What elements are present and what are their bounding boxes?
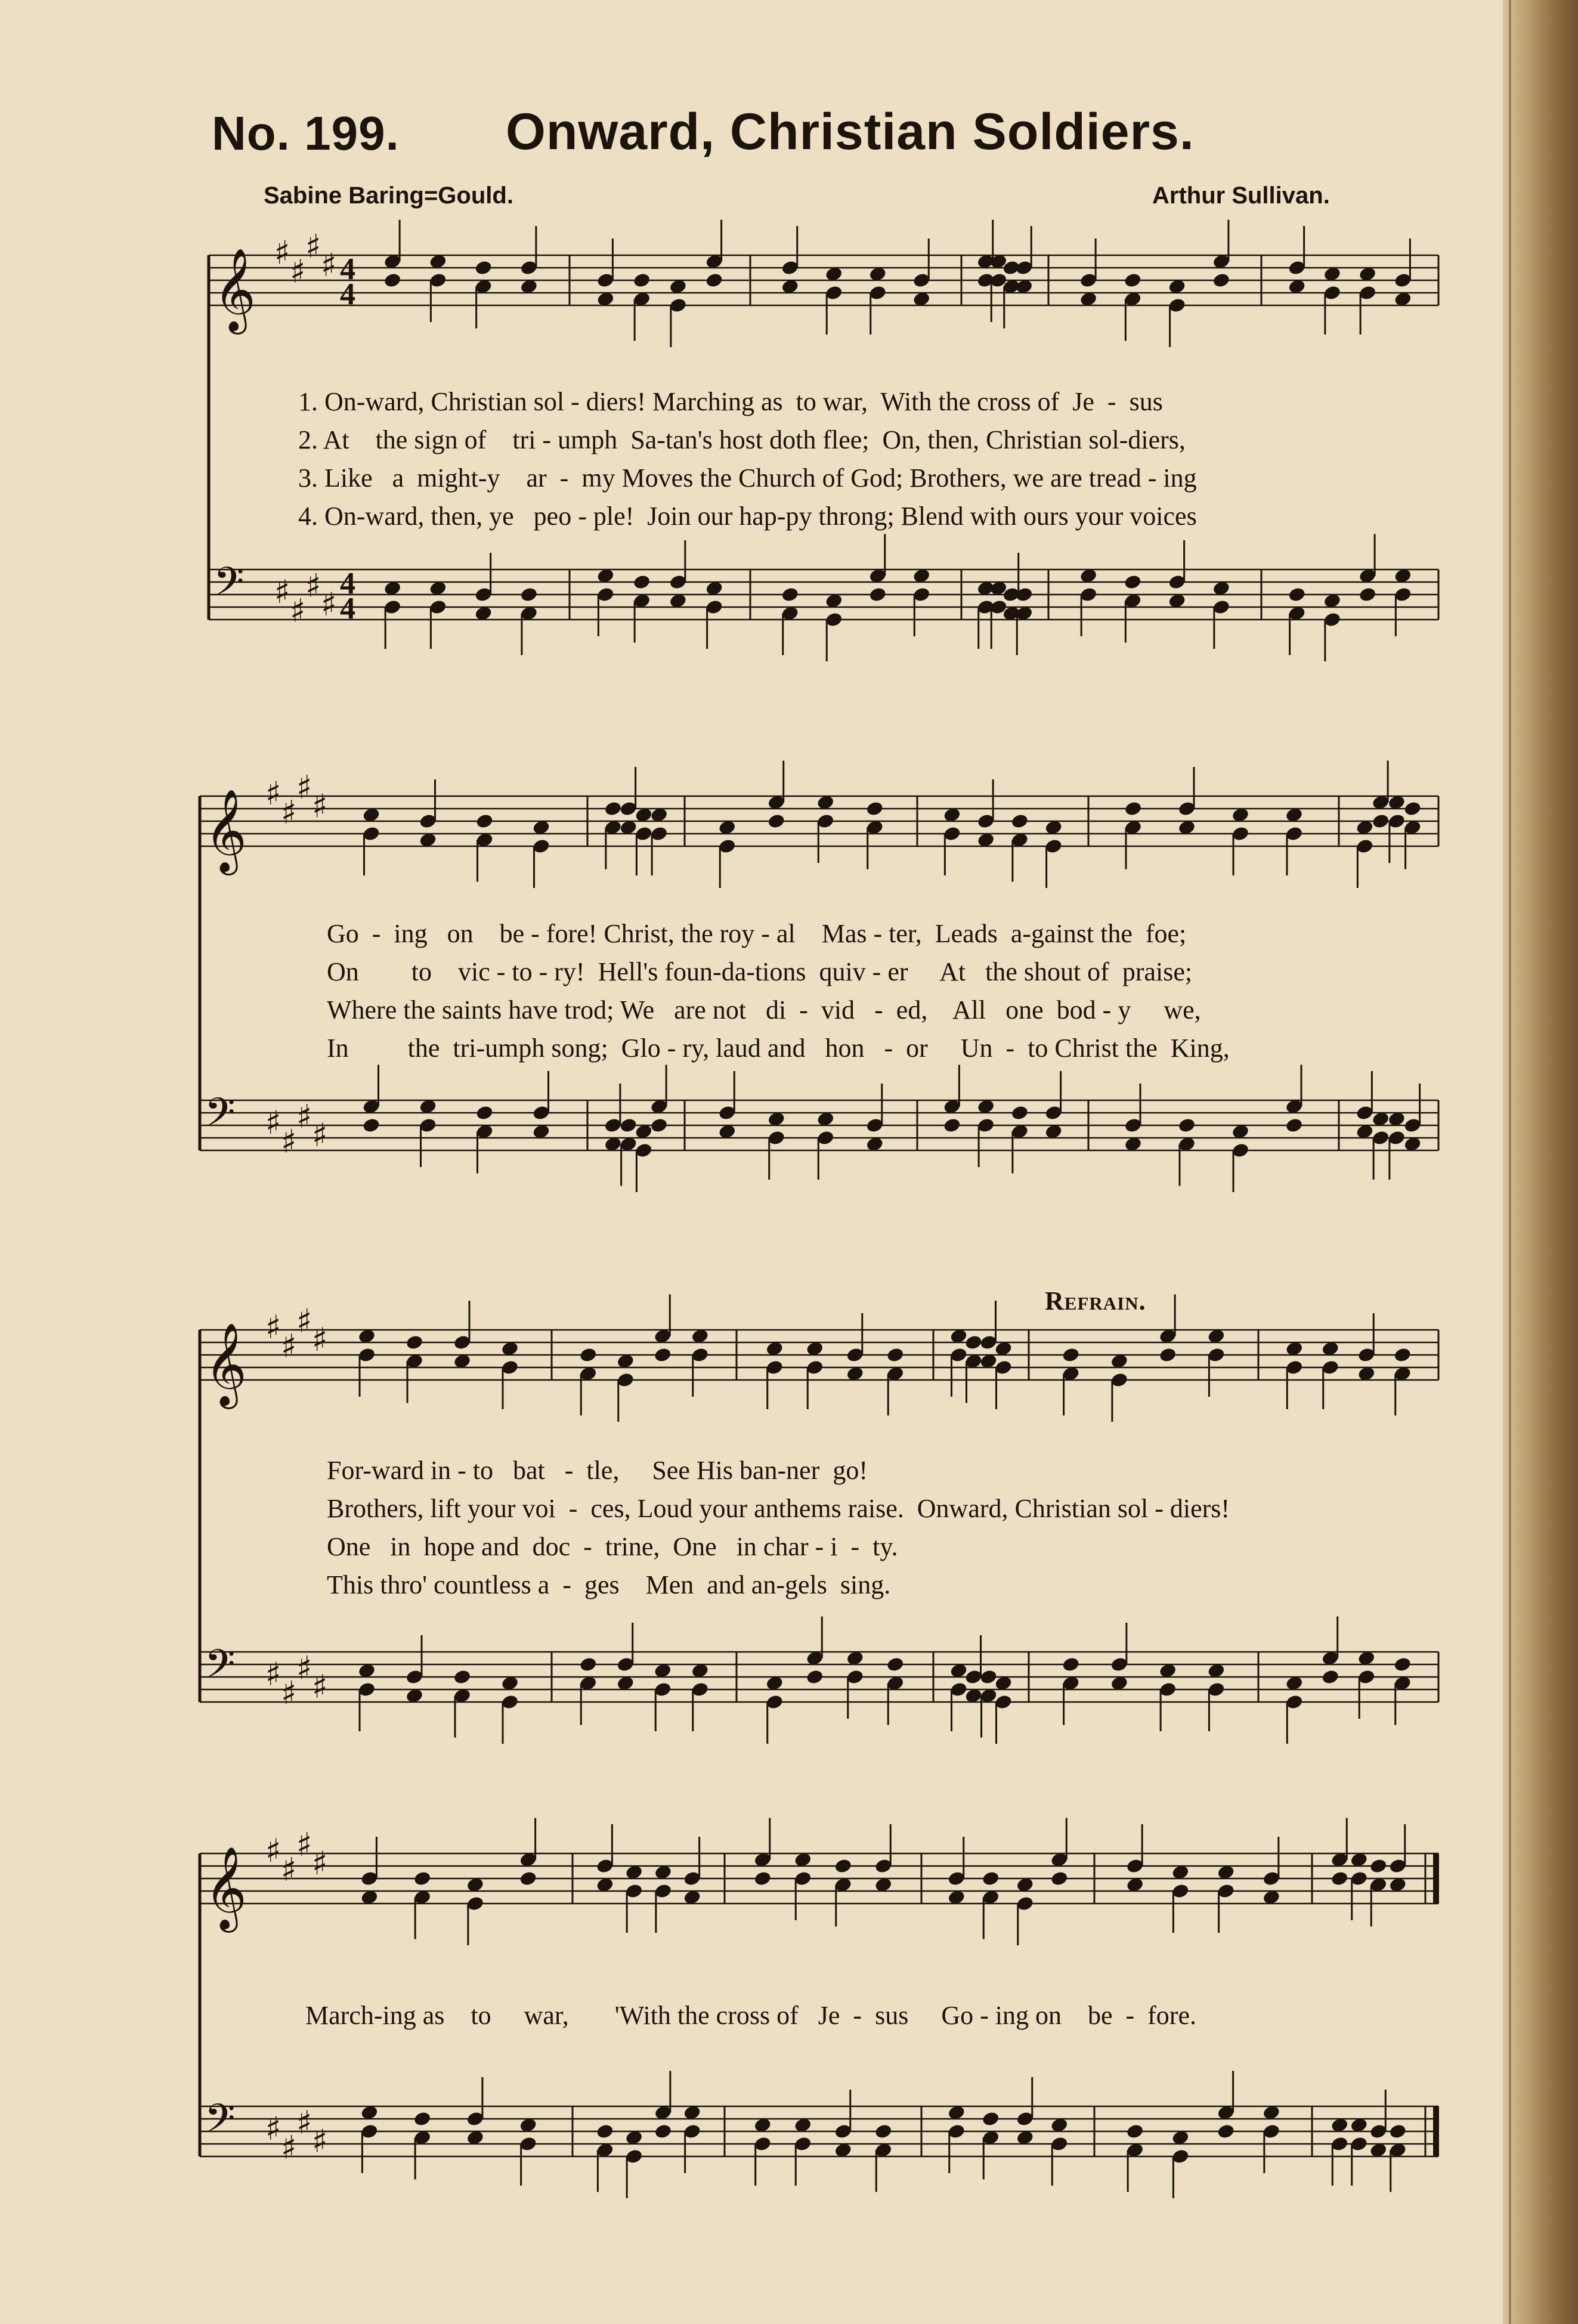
time-signature: 4 bbox=[340, 567, 355, 601]
note-head bbox=[1062, 1656, 1080, 1673]
note-head bbox=[886, 1347, 905, 1363]
hymn-number: No. 199. bbox=[212, 107, 400, 160]
note-head bbox=[519, 1870, 537, 1887]
note-head bbox=[982, 2111, 1000, 2127]
author-credit: Sabine Baring=Gould. bbox=[264, 182, 513, 209]
sharp-icon: ♯ bbox=[281, 1674, 297, 1712]
sharp-icon: ♯ bbox=[296, 1825, 312, 1864]
note-head bbox=[1403, 800, 1422, 817]
time-signature: 4 bbox=[340, 252, 355, 286]
sharp-icon: ♯ bbox=[312, 1668, 328, 1706]
note-head bbox=[705, 272, 723, 289]
lyric-line: On to vic - to - ry! Hell's foun-da-tions quiv - er At the shout of praise; bbox=[327, 957, 1193, 986]
note-head bbox=[865, 800, 884, 817]
lyric-line: Where the saints have trod; We are not di - vid - ed, All one bod - y we, bbox=[327, 995, 1201, 1025]
sharp-icon: ♯ bbox=[290, 592, 306, 630]
sharp-icon: ♯ bbox=[305, 567, 321, 605]
sharp-icon: ♯ bbox=[281, 1850, 297, 1889]
sharp-icon: ♯ bbox=[296, 1097, 312, 1135]
sharp-icon: ♯ bbox=[265, 1832, 281, 1870]
note-head bbox=[1217, 2123, 1235, 2140]
note-head bbox=[1288, 586, 1306, 603]
sharp-icon: ♯ bbox=[296, 2103, 312, 2142]
lyric-line: 1. On-ward, Christian sol - diers! Marching as to war, With the cross of Je - sus bbox=[298, 387, 1163, 416]
lyric-line: This thro' countless a - ges Men and an-gels sing. bbox=[327, 1570, 891, 1599]
sharp-icon: ♯ bbox=[312, 1116, 328, 1154]
bass-clef-icon: 𝄢 bbox=[205, 1090, 236, 1145]
note-head bbox=[979, 1669, 998, 1685]
sharp-icon: ♯ bbox=[274, 573, 290, 611]
lyric-line: Go - ing on be - fore! Christ, the roy - al Mas - ter, Leads a-gainst the foe; bbox=[327, 919, 1187, 948]
sharp-icon: ♯ bbox=[290, 252, 306, 290]
lyric-line: March-ing as to war, 'With the cross of Je - sus Go - ing on be - fore. bbox=[305, 2001, 1196, 2030]
note-head bbox=[475, 1104, 494, 1121]
sharp-icon: ♯ bbox=[312, 2122, 328, 2160]
note-head bbox=[654, 2123, 672, 2140]
note-head bbox=[474, 259, 493, 276]
note-head bbox=[1050, 1870, 1069, 1887]
treble-clef-icon: 𝄞 bbox=[205, 1323, 247, 1406]
sharp-icon: ♯ bbox=[281, 1122, 297, 1161]
note-head bbox=[1321, 1669, 1339, 1685]
note-head bbox=[413, 1870, 431, 1887]
note-head bbox=[806, 1669, 824, 1685]
note-head bbox=[405, 1334, 423, 1351]
sharp-icon: ♯ bbox=[265, 1655, 281, 1693]
note-head bbox=[413, 2111, 431, 2127]
note-head bbox=[453, 1669, 471, 1685]
treble-clef-icon: 𝄞 bbox=[214, 248, 256, 331]
note-head bbox=[1158, 1347, 1177, 1363]
note-head bbox=[1010, 813, 1029, 830]
note-head bbox=[1393, 1656, 1412, 1673]
note-head bbox=[1369, 1858, 1388, 1874]
note-head bbox=[767, 813, 785, 830]
sharp-icon: ♯ bbox=[305, 227, 321, 265]
note-head bbox=[383, 272, 401, 289]
treble-clef-icon: 𝄞 bbox=[205, 1846, 247, 1929]
note-head bbox=[1062, 1347, 1080, 1363]
bass-clef-icon: 𝄢 bbox=[214, 559, 245, 614]
note-head bbox=[781, 586, 799, 603]
sharp-icon: ♯ bbox=[281, 793, 297, 831]
composer-credit: Arthur Sullivan. bbox=[1152, 182, 1330, 209]
note-head bbox=[1010, 1104, 1029, 1121]
sharp-icon: ♯ bbox=[312, 787, 328, 825]
note-head bbox=[596, 2123, 614, 2140]
sharp-icon: ♯ bbox=[281, 1327, 297, 1365]
lyric-line: In the tri-umph song; Glo - ry, laud and hon - or Un - to Christ the King, bbox=[327, 1033, 1230, 1063]
note-head bbox=[982, 1870, 1000, 1887]
note-head bbox=[1124, 574, 1142, 590]
bass-clef-icon: 𝄢 bbox=[205, 1641, 236, 1697]
note-head bbox=[579, 1656, 598, 1673]
note-head bbox=[1177, 1117, 1196, 1134]
note-head bbox=[632, 272, 651, 289]
lyric-line: For-ward in - to bat - tle, See His ban-ner go! bbox=[327, 1456, 868, 1485]
sharp-icon: ♯ bbox=[296, 1649, 312, 1687]
sharp-icon: ♯ bbox=[265, 2110, 281, 2147]
lyric-line: 4. On-ward, then, ye peo - ple! Join our hap-py throng; Blend with ours your voices bbox=[298, 502, 1197, 531]
note-head bbox=[362, 1117, 380, 1134]
note-head bbox=[964, 1334, 983, 1351]
note-head bbox=[475, 813, 494, 830]
sharp-icon: ♯ bbox=[321, 246, 337, 284]
time-signature: 4 bbox=[340, 592, 355, 626]
sharp-icon: ♯ bbox=[321, 586, 337, 623]
sharp-icon: ♯ bbox=[312, 1845, 328, 1882]
time-signature: 4 bbox=[340, 277, 355, 311]
note-head bbox=[1358, 586, 1376, 603]
note-head bbox=[632, 574, 651, 590]
hymn-title: Onward, Christian Soldiers. bbox=[506, 103, 1195, 160]
note-head bbox=[604, 800, 622, 817]
lyric-line: 3. Like a might-y ar - my Moves the Church of God; Brothers, we are tread - ing bbox=[298, 463, 1197, 493]
treble-clef-icon: 𝄞 bbox=[205, 789, 247, 872]
note-head bbox=[1371, 813, 1390, 830]
note-head bbox=[1124, 800, 1142, 817]
sharp-icon: ♯ bbox=[281, 2128, 297, 2167]
note-head bbox=[868, 586, 887, 603]
sharp-icon: ♯ bbox=[296, 1302, 312, 1340]
sharp-icon: ♯ bbox=[312, 1321, 328, 1358]
bass-clef-icon: 𝄢 bbox=[205, 2096, 236, 2151]
note-head bbox=[834, 1858, 852, 1874]
note-head bbox=[619, 1117, 638, 1134]
note-head bbox=[519, 586, 538, 603]
note-head bbox=[1124, 272, 1142, 289]
note-head bbox=[649, 1117, 668, 1134]
note-head bbox=[654, 1347, 672, 1363]
sharp-icon: ♯ bbox=[296, 768, 312, 806]
lyric-line: Brothers, lift your voi - ces, Loud your anthems raise. Onward, Christian sol - diers! bbox=[327, 1494, 1230, 1523]
note-head bbox=[1125, 2123, 1144, 2140]
note-head bbox=[1388, 2123, 1407, 2140]
sharp-icon: ♯ bbox=[274, 234, 290, 271]
sharp-icon: ♯ bbox=[265, 1308, 281, 1346]
note-head bbox=[1285, 1117, 1303, 1134]
refrain-label: Refrain. bbox=[1045, 1286, 1146, 1316]
note-head bbox=[943, 1117, 961, 1134]
note-head bbox=[1393, 1347, 1412, 1363]
note-head bbox=[874, 2123, 893, 2140]
note-head bbox=[753, 1870, 772, 1887]
lyric-line: 2. At the sign of tri - umph Sa-tan's host doth flee; On, then, Christian sol-diers, bbox=[298, 425, 1186, 454]
sharp-icon: ♯ bbox=[265, 775, 281, 812]
note-head bbox=[1212, 272, 1230, 289]
note-head bbox=[886, 1656, 905, 1673]
note-head bbox=[579, 1347, 598, 1363]
lyric-line: One in hope and doc - trine, One in char - i - ty. bbox=[327, 1532, 898, 1561]
sharp-icon: ♯ bbox=[265, 1104, 281, 1141]
note-head bbox=[1331, 1870, 1349, 1887]
